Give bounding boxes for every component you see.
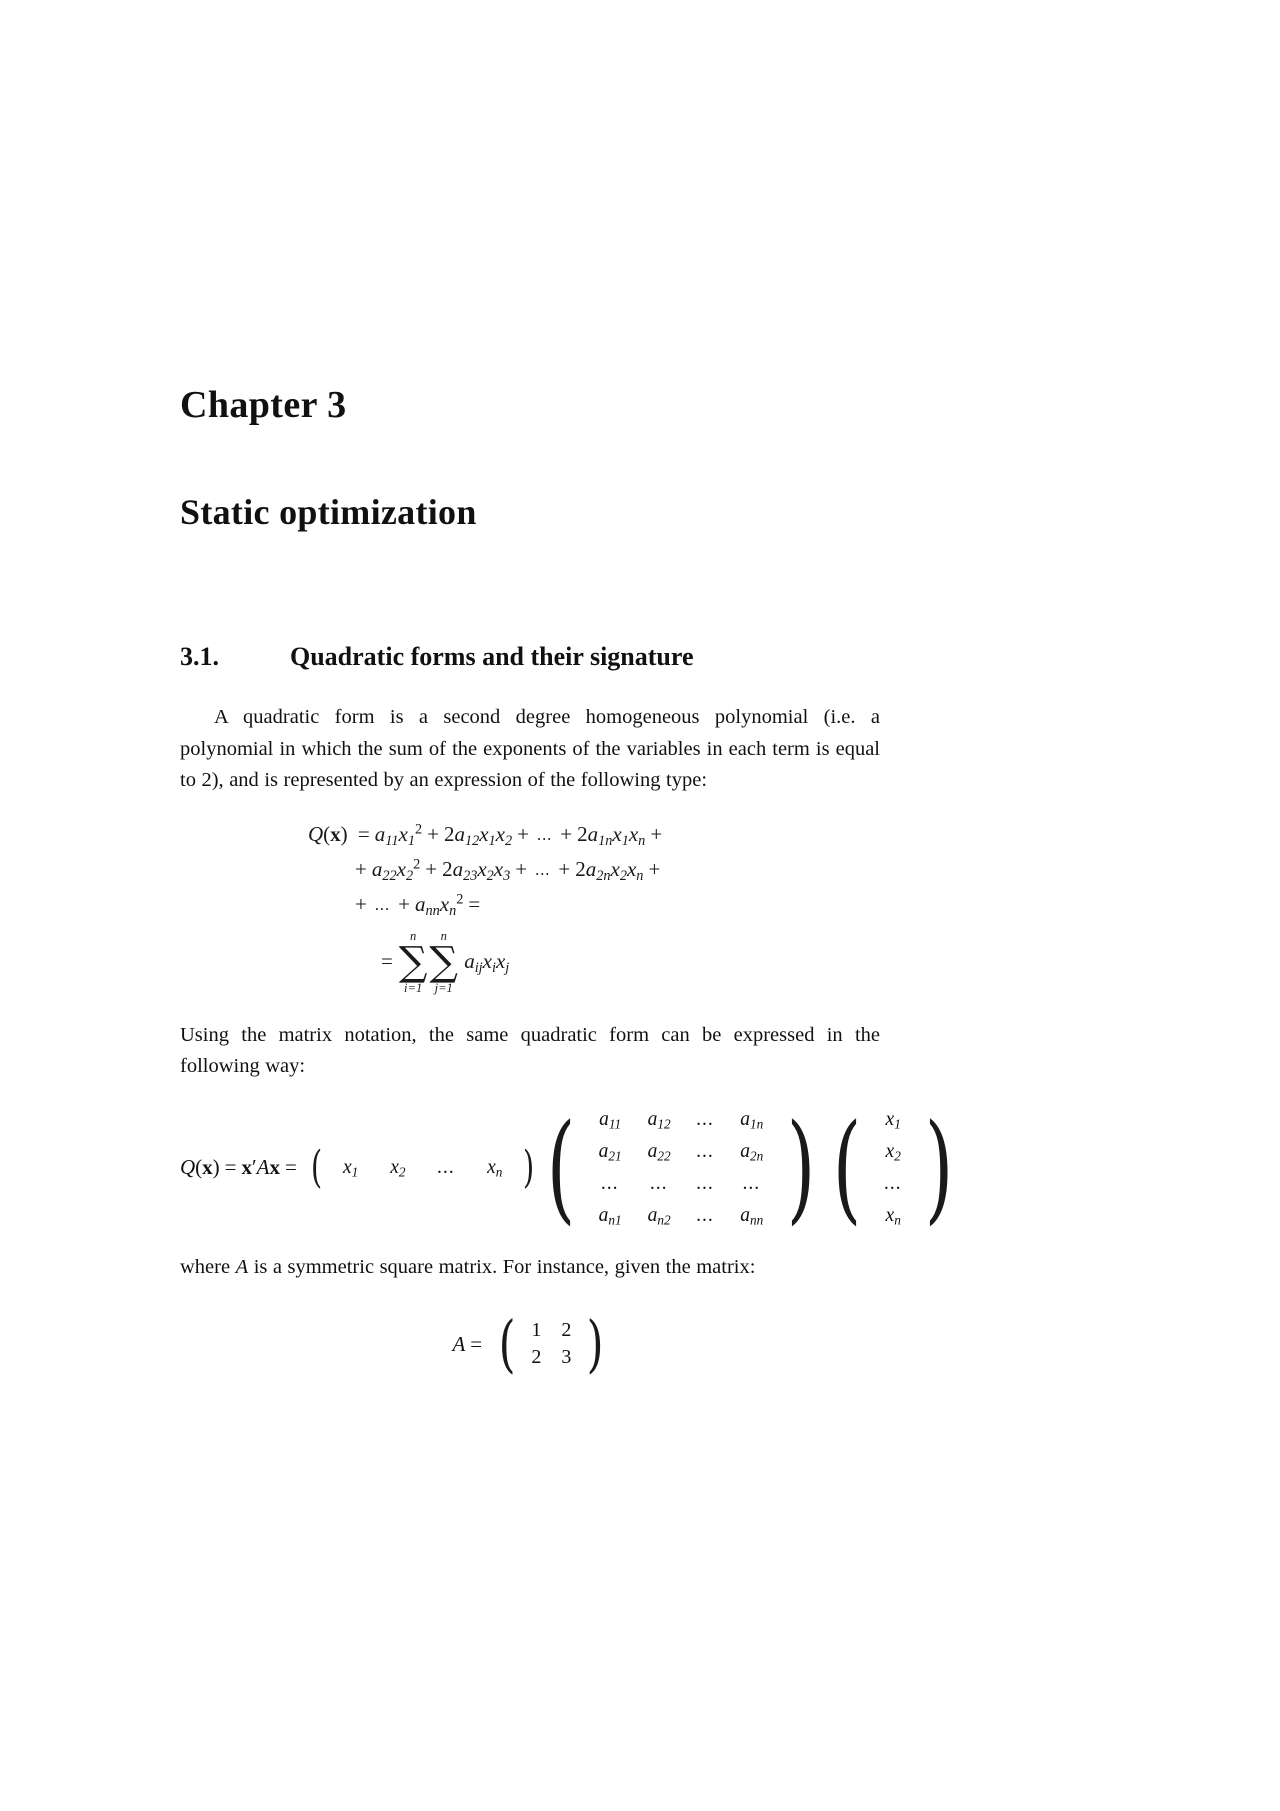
paren-close-icon: ) (586, 1307, 604, 1381)
table-row (586, 1104, 777, 1136)
eq3-equals: = (468, 891, 481, 916)
matrix-cell-ellipsis: ... (696, 1204, 715, 1226)
matrix-eq-lead: Q(x) = x′Ax = (180, 1155, 297, 1180)
equation-quadratic-form (180, 822, 880, 994)
symmetric-rest: is a symmetric square matrix. For instance, given the matrix: (253, 1255, 756, 1278)
example-matrix-group (495, 1307, 607, 1381)
paren-open-icon: ( (833, 1098, 862, 1237)
a-matrix-group (538, 1098, 825, 1237)
eq2-plus-3: + (558, 856, 571, 881)
section-number: 3.1. (180, 642, 219, 672)
eq3-plus-0: + (355, 891, 367, 916)
column-vector-group (824, 1098, 962, 1237)
equation-line-1 (180, 822, 880, 847)
equation-line-2 (180, 857, 880, 882)
eq2-plus-0: + (355, 856, 367, 881)
symmetric-var: A (235, 1255, 249, 1278)
eq4-summand: $a_{ij}x_ix_j$ (464, 948, 510, 976)
page-content (180, 384, 954, 1381)
matrix-cell: 1 (531, 1319, 542, 1342)
eq2-plus-2: + (515, 856, 528, 881)
eq2-plus-1: + (425, 856, 438, 881)
eq1-trailing-plus: + (650, 821, 663, 846)
table-row (586, 1200, 777, 1232)
eq2-term2: $2a_{23}x_2x_3$ (442, 856, 511, 884)
eq3-ellipsis: ... (374, 894, 391, 914)
matrix-cell: $a_{22}$ (647, 1140, 671, 1164)
summation-outer (399, 929, 428, 996)
matrix-cell: $a_{11}$ (599, 1108, 622, 1132)
matrix-cell: 3 (561, 1346, 572, 1369)
chapter-label: Chapter 3 (180, 384, 347, 426)
eq1-term3: $2a_{1n}x_1x_n$ (577, 821, 646, 849)
eq3-plus-1: + (398, 891, 410, 916)
row-vector-group (308, 1141, 538, 1193)
eq4-equals: = (381, 948, 393, 973)
matrix-cell: $a_{21}$ (598, 1140, 622, 1164)
sum-inner-lower: j=1 (434, 981, 453, 996)
matrix-cell-ellipsis: ... (696, 1172, 715, 1194)
vector-cell: $x_2$ (885, 1140, 901, 1164)
sigma-icon: ∑ (398, 939, 428, 986)
chapter-title: Static optimization (180, 491, 477, 532)
equation-line-3 (180, 892, 880, 917)
matrix-cell: $a_{12}$ (647, 1108, 671, 1132)
matrix-cell: $a_{n1}$ (598, 1204, 622, 1228)
equation-matrix-form (180, 1098, 954, 1237)
row-vector-table (327, 1153, 518, 1184)
eq2-term3: $2a_{2n}x_2x_n$ (575, 856, 644, 884)
equation-example-matrix (180, 1307, 880, 1381)
equation-line-4 (180, 927, 880, 994)
matrix-cell-ellipsis: ... (601, 1172, 619, 1194)
a-matrix-table (586, 1104, 777, 1232)
table-row (521, 1317, 581, 1344)
paragraph-matrix-notation: Using the matrix notation, the same quadratic form can be expressed in the following way: (180, 1023, 880, 1077)
eq1-plus-2: + (517, 821, 529, 846)
rowvec-cell: $x_2$ (390, 1156, 406, 1180)
eq1-plus-3: + (560, 821, 573, 846)
table-row (521, 1344, 581, 1371)
eq1-term1: $a_{11}x_1^2$ (374, 821, 423, 849)
matrix-cell-ellipsis: ... (696, 1108, 715, 1130)
eq2-ellipsis: ... (535, 859, 551, 879)
eq1-ellipsis: ... (536, 824, 553, 844)
matrix-cell: 2 (531, 1346, 542, 1369)
example-matrix-table (521, 1317, 581, 1371)
column-vector-table (872, 1104, 914, 1232)
rowvec-cell: $x_1$ (342, 1156, 359, 1180)
vector-cell-ellipsis: ... (884, 1172, 902, 1194)
matrix-cell-ellipsis: ... (742, 1172, 761, 1194)
eq-lhs-Q: Q(x) (308, 821, 348, 846)
eq3-term: $a_{nn}x_n^2$ (414, 891, 464, 919)
table-row (872, 1168, 914, 1200)
paren-open-icon: ( (498, 1307, 516, 1381)
sum-outer-upper: n (410, 928, 417, 943)
paragraph-symmetric (180, 1252, 880, 1283)
matrix-cell: $a_{nn}$ (740, 1204, 764, 1228)
eq1-plus-1: + (427, 821, 439, 846)
paren-close-icon: ) (523, 1141, 535, 1193)
eq2-term1: $a_{22}x_2^2$ (371, 856, 421, 884)
matrix-cell-ellipsis: ... (696, 1140, 715, 1162)
table-row (586, 1168, 777, 1200)
table-row (872, 1104, 914, 1136)
table-row (586, 1136, 777, 1168)
section-title: Quadratic forms and their signature (290, 642, 694, 672)
paren-open-icon: ( (546, 1098, 575, 1237)
matrix-cell-ellipsis: ... (650, 1172, 668, 1194)
sum-inner-upper: n (440, 928, 447, 943)
matrix-cell: $a_{1n}$ (740, 1108, 764, 1132)
paragraph-intro: A quadratic form is a second degree homogeneous polynomial (i.e. a polynomial in which the sum of the exponents of the variables in each term is equal to 2), and is represented by an expression of the following type: (180, 706, 880, 791)
sum-outer-lower: i=1 (404, 981, 423, 996)
vector-cell: $x_n$ (885, 1204, 901, 1228)
rowvec-cell-ellipsis: ... (437, 1156, 456, 1178)
paren-close-icon: ) (924, 1098, 954, 1237)
rowvec-cell: $x_n$ (487, 1156, 503, 1180)
sigma-icon: ∑ (429, 939, 458, 986)
matrix-cell: $a_{n2}$ (647, 1204, 671, 1228)
paren-close-icon: ) (787, 1098, 816, 1237)
example-matrix-lead: A = (452, 1331, 483, 1356)
table-row (872, 1200, 914, 1232)
eq1-term2: $2a_{12}x_1x_2$ (443, 821, 513, 849)
table-row (872, 1136, 914, 1168)
section-heading (180, 642, 880, 672)
table-row (327, 1153, 518, 1184)
eq2-trailing-plus: + (648, 856, 661, 881)
vector-cell: $x_1$ (885, 1108, 901, 1132)
matrix-cell: $a_{2n}$ (740, 1140, 764, 1164)
matrix-cell: 2 (561, 1319, 572, 1342)
eq1-equals: = (357, 821, 370, 846)
paren-open-icon: ( (310, 1141, 323, 1193)
summation-inner (429, 929, 458, 996)
symmetric-lead: where (180, 1255, 231, 1278)
